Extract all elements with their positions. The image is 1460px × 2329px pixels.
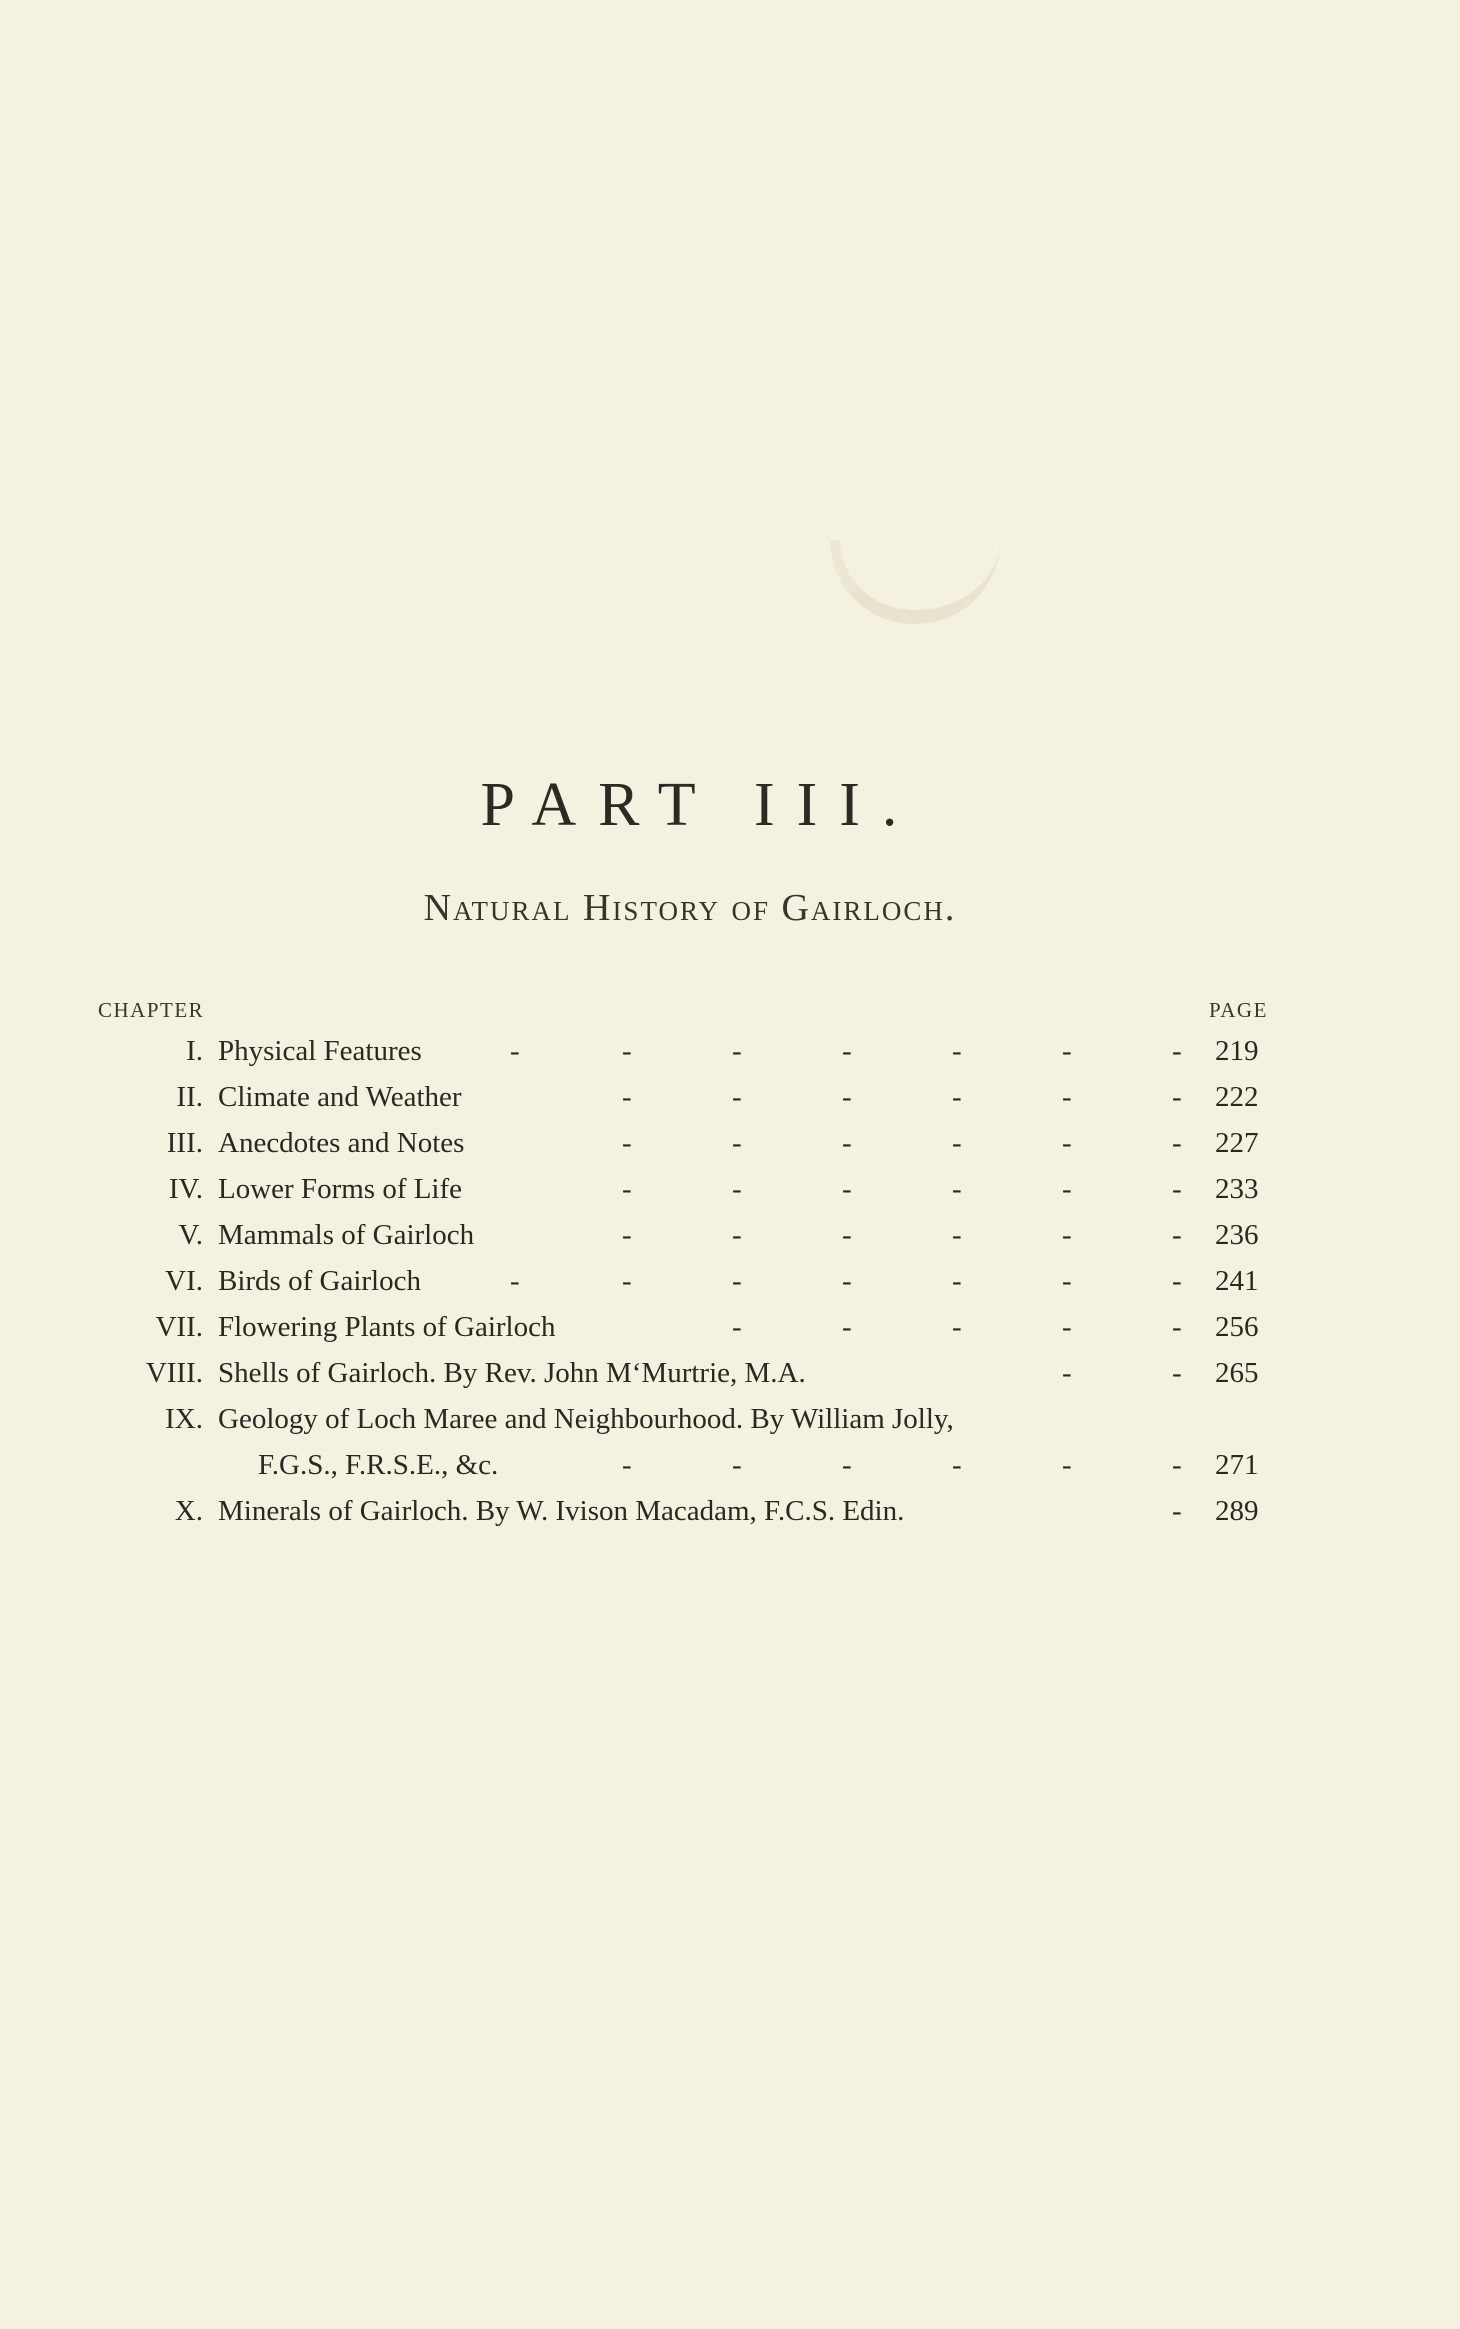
page-column-header: PAGE	[1209, 998, 1268, 1022]
chapter-title: Geology of Loch Maree and Neighbourhood. By William Jolly,	[218, 1403, 954, 1435]
chapter-title: Minerals of Gairloch. By W. Ivison Macadam, F.C.S. Edin.	[218, 1495, 905, 1527]
page-number: 236	[1215, 1219, 1259, 1251]
toc-entry: V. Mammals of Gairloch - - - - - - 236	[0, 1212, 1300, 1258]
toc-entry: VII. Flowering Plants of Gairloch - - - - - 256	[0, 1304, 1300, 1350]
chapter-title: Anecdotes and Notes	[218, 1127, 465, 1159]
chapter-number: I.	[186, 1035, 203, 1067]
chapter-title: F.G.S., F.R.S.E., &c.	[258, 1449, 499, 1481]
page-number: 289	[1215, 1495, 1259, 1527]
toc-entry	[0, 1396, 1300, 1442]
page-number: 219	[1215, 1035, 1259, 1067]
toc-entry: III. Anecdotes and Notes - - - - - - 227	[0, 1120, 1300, 1166]
page-number: 265	[1215, 1357, 1259, 1389]
chapter-title: Physical Features	[218, 1035, 422, 1067]
toc-entry: VI. Birds of Gairloch - - - - - - - 241	[0, 1258, 1300, 1304]
chapter-number: IV.	[168, 1173, 203, 1205]
page-number: 233	[1215, 1173, 1259, 1205]
chapter-title: Mammals of Gairloch	[218, 1219, 475, 1251]
page-number: 256	[1215, 1311, 1259, 1343]
chapter-title: Birds of Gairloch	[218, 1265, 421, 1297]
chapter-number: VI.	[165, 1265, 203, 1297]
chapter-title: Flowering Plants of Gairloch	[218, 1311, 556, 1343]
chapter-number: IX.	[165, 1403, 203, 1435]
toc-entry: F.G.S., F.R.S.E., &c. - - - - - - 271	[0, 1442, 1300, 1488]
chapter-number: X.	[174, 1495, 203, 1527]
page-number: 222	[1215, 1081, 1259, 1113]
chapter-number: VII.	[155, 1311, 203, 1343]
chapter-title: Lower Forms of Life	[218, 1173, 463, 1205]
page-number: 241	[1215, 1265, 1259, 1297]
toc-entry: I. Physical Features - - - - - - - 219	[0, 1028, 1300, 1074]
toc-entry: X. Minerals of Gairloch. By W. Ivison Macadam, F.C.S. Edin. - 289	[0, 1488, 1300, 1534]
page-number: 227	[1215, 1127, 1259, 1159]
chapter-title: Shells of Gairloch. By Rev. John M‘Murtrie, M.A.	[218, 1357, 806, 1389]
chapter-number: VIII.	[145, 1357, 203, 1389]
toc-entry: II. Climate and Weather - - - - - - 222	[0, 1074, 1300, 1120]
page-stain	[830, 540, 1000, 624]
toc-entry: VIII. Shells of Gairloch. By Rev. John M‘Murtrie, M.A. - - 265	[0, 1350, 1300, 1396]
page-number: 271	[1215, 1449, 1259, 1481]
chapter-number: V.	[178, 1219, 203, 1251]
part-title: PART III.	[480, 771, 920, 839]
chapter-title: Climate and Weather	[218, 1081, 462, 1113]
toc-entry: IV. Lower Forms of Life - - - - - - 233	[0, 1166, 1300, 1212]
section-subtitle: Natural History of Gairloch.	[423, 887, 957, 929]
chapter-number: III.	[166, 1127, 203, 1159]
chapter-number: II.	[176, 1081, 203, 1113]
chapter-column-header: CHAPTER	[98, 998, 205, 1022]
